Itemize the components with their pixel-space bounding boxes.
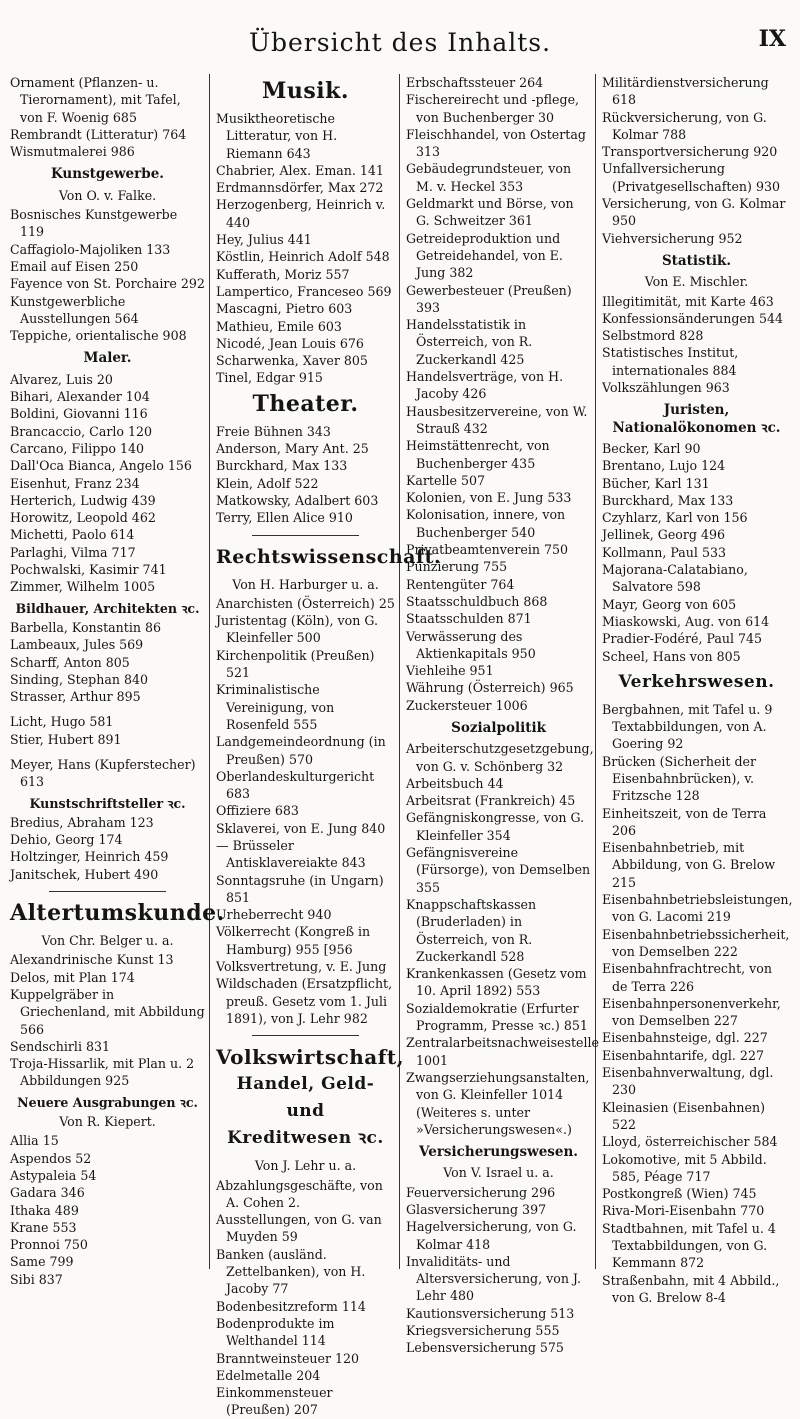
index-entry: Köstlin, Heinrich Adolf 548 xyxy=(216,249,390,265)
index-entry: Arbeiterschutzgesetzgebung, von G. v. Schönberg 32 xyxy=(406,741,594,774)
index-entry: Alvarez, Luis 20 xyxy=(10,371,113,387)
section-title: Kunstschriftsteller ꝛc. xyxy=(29,795,186,811)
section-author: Von R. Kiepert. xyxy=(59,1114,156,1130)
index-entry: Caffagiolo-Majoliken 133 xyxy=(10,241,171,257)
index-entry: Heimstättenrecht, von Buchenberger 435 xyxy=(406,438,550,471)
index-entry: Bodenbesitzreform 114 xyxy=(216,1298,366,1314)
index-entry: Landgemeindeordnung (in Preußen) 570 xyxy=(216,734,386,767)
entry-list xyxy=(602,74,791,247)
entry-list xyxy=(216,1177,395,1419)
column-3 xyxy=(400,74,599,1356)
index-entry: Verwässerung des Aktienkapitals 950 xyxy=(406,628,536,661)
index-entry: Anarchisten (Österreich) 25 xyxy=(216,595,395,611)
index-entry: Licht, Hugo 581 xyxy=(10,714,114,730)
index-entry: Militärdienstversicherung 618 xyxy=(602,75,769,108)
index-entry: Riva-Mori-Eisenbahn 770 xyxy=(602,1203,765,1219)
index-entry: Kuppelgräber in Griechenland, mit Abbildung 566 xyxy=(10,986,205,1037)
entry-list xyxy=(10,1132,205,1288)
index-entry: Dehio, Georg 174 xyxy=(10,832,123,848)
index-entry: Burckhard, Max 133 xyxy=(602,492,734,508)
index-entry: Postkongreß (Wien) 745 xyxy=(602,1186,757,1202)
index-entry: Bredius, Abraham 123 xyxy=(10,814,154,830)
index-entry: Fleischhandel, von Ostertag 313 xyxy=(406,126,586,160)
index-entry: Pronnoi 750 xyxy=(10,1237,88,1253)
index-entry: Eisenhut, Franz 234 xyxy=(10,475,140,491)
index-entry: Urheberrecht 940 xyxy=(216,907,332,923)
index-entry: Selbstmord 828 xyxy=(602,328,704,344)
index-entry: Getreideproduktion und Getreidehandel, von E. Jung 382 xyxy=(406,230,563,281)
index-entry: Horowitz, Leopold 462 xyxy=(10,510,156,526)
index-entry: Kolonisation, innere, von Buchenberger 540 xyxy=(406,507,566,540)
index-entry: Konfessionsänderungen 544 xyxy=(602,310,784,326)
index-entry: Rückversicherung, von G. Kolmar 788 xyxy=(602,109,767,142)
index-entry: Gadara 346 xyxy=(10,1185,85,1201)
index-entry: Aspendos 52 xyxy=(10,1150,92,1166)
index-entry: Brücken (Sicherheit der Eisenbahnbrücken), v. Fritzsche 128 xyxy=(602,753,757,804)
index-entry: Stier, Hubert 891 xyxy=(10,731,122,747)
index-entry: Michetti, Paolo 614 xyxy=(10,527,135,543)
index-entry: Bücher, Karl 131 xyxy=(602,475,710,491)
page-title: Übersicht des Inhalts. xyxy=(248,28,552,57)
section-title: Bildhauer, Architekten ꝛc. xyxy=(15,600,200,616)
index-entry: Währung (Österreich) 965 xyxy=(406,680,574,696)
index-entry: Abzahlungsgeschäfte, von A. Cohen 2. xyxy=(216,1177,383,1210)
column-1 xyxy=(10,74,225,1287)
index-entry: Arbeitsbuch 44 xyxy=(406,775,504,791)
index-entry: Eisenbahnverwaltung, dgl. 230 xyxy=(602,1065,774,1098)
index-entry: Mascagni, Pietro 603 xyxy=(216,301,353,317)
index-entry: Geldmarkt und Börse, von G. Schweitzer 361 xyxy=(406,196,574,229)
index-entry: Astypaleia 54 xyxy=(10,1167,97,1183)
index-entry: Erdmannsdörfer, Max 272 xyxy=(216,180,384,196)
index-entry: Staatsschulden 871 xyxy=(406,611,532,627)
index-entry: Becker, Karl 90 xyxy=(602,440,701,456)
index-entry: Einkommensteuer (Preußen) 207 xyxy=(216,1385,333,1418)
index-entry: Strasser, Arthur 895 xyxy=(10,689,141,705)
index-entry: Kunstgewerbliche Ausstellungen 564 xyxy=(10,293,139,326)
index-entry: Stadtbahnen, mit Tafel u. 4 Textabbildungen, von G. Kemmann 872 xyxy=(602,1220,776,1271)
section-subtitle: Kreditwesen ꝛc. xyxy=(227,1128,384,1149)
index-entry: Kufferath, Moriz 557 xyxy=(216,266,350,282)
divider xyxy=(252,1035,359,1036)
index-entry: Kartelle 507 xyxy=(406,472,485,488)
entry-list xyxy=(10,619,205,705)
index-entry: Delos, mit Plan 174 xyxy=(10,969,135,985)
index-entry: Email auf Eisen 250 xyxy=(10,258,139,274)
section-title: Rechtswissenschaft. xyxy=(216,545,442,568)
index-entry: Eisenbahnbetriebssicherheit, von Demselben 222 xyxy=(602,926,790,959)
section-subtitle: Handel, Geld- und xyxy=(236,1074,375,1122)
entry-list xyxy=(406,1184,591,1357)
index-entry: Lloyd, österreichischer 584 xyxy=(602,1134,778,1150)
index-entry: Krankenkassen (Gesetz vom 10. April 1892) 553 xyxy=(406,966,587,999)
index-entry: Eisenbahnbetrieb, mit Abbildung, von G. Brelow 215 xyxy=(602,840,776,890)
index-entry: Pochwalski, Kasimir 741 xyxy=(10,562,167,578)
index-entry: Bihari, Alexander 104 xyxy=(10,389,150,405)
entry-list xyxy=(216,595,395,1027)
index-entry: Wismutmalerei 986 xyxy=(10,144,135,160)
index-entry: Eisenbahnfrachtrecht, von de Terra 226 xyxy=(602,961,772,994)
section-title: Volkswirtschaft, xyxy=(216,1045,405,1070)
index-entry: Allia 15 xyxy=(10,1133,59,1149)
index-entry: Barbella, Konstantin 86 xyxy=(10,619,162,635)
index-entry: Erbschaftssteuer 264 xyxy=(406,75,544,90)
index-entry: Bodenprodukte im Welthandel 114 xyxy=(216,1315,335,1349)
index-entry: Freie Bühnen 343 xyxy=(216,423,331,439)
index-entry: Hagelversicherung, von G. Kolmar 418 xyxy=(406,1219,577,1252)
index-entry: Tinel, Edgar 915 xyxy=(216,370,323,386)
index-entry: Knappschaftskassen (Bruderladen) in Österreich, von R. Zuckerkandl 528 xyxy=(406,896,537,964)
index-entry: Offiziere 683 xyxy=(216,803,299,819)
index-entry: Holtzinger, Heinrich 459 xyxy=(10,849,169,865)
index-entry: Hey, Julius 441 xyxy=(216,232,312,248)
index-entry: Kollmann, Paul 533 xyxy=(602,544,726,560)
entry-list xyxy=(10,206,205,344)
section-title: Theater. xyxy=(252,390,359,417)
section-title: Musik. xyxy=(262,78,349,104)
section-author: Von J. Lehr u. a. xyxy=(254,1158,357,1174)
section-author: Von Chr. Belger u. a. xyxy=(41,933,174,949)
entry-list xyxy=(216,110,395,387)
index-entry: Kriminalistische Vereinigung, von Rosenfeld 555 xyxy=(216,682,335,732)
divider xyxy=(49,891,166,892)
index-entry: Miaskowski, Aug. von 614 xyxy=(602,613,770,629)
section-title: Statistik. xyxy=(661,252,732,269)
index-entry: Invaliditäts- und Altersversicherung, von J. Lehr 480 xyxy=(406,1253,582,1304)
index-entry: Ithaka 489 xyxy=(10,1202,79,1218)
index-entry: Gefängnisvereine (Fürsorge), von Demselben 355 xyxy=(406,845,591,895)
section-title: Versicherungswesen. xyxy=(419,1144,578,1161)
index-entry: Viehversicherung 952 xyxy=(602,230,743,246)
index-entry: Rembrandt (Litteratur) 764 xyxy=(10,126,187,142)
index-entry: Lokomotive, mit 5 Abbild. 585, Péage 717 xyxy=(602,1151,767,1184)
entry-list xyxy=(216,423,395,527)
index-entry: Ausstellungen, von G. van Muyden 59 xyxy=(216,1212,382,1245)
index-entry: Jellinek, Georg 496 xyxy=(602,527,726,543)
section-title: Sozialpolitik xyxy=(451,719,546,736)
index-entry: Matkowsky, Adalbert 603 xyxy=(216,492,379,508)
section-author: Von E. Mischler. xyxy=(644,274,749,290)
entry-list xyxy=(10,814,205,883)
index-entry: Scheel, Hans von 805 xyxy=(602,648,741,664)
index-entry: Mathieu, Emile 603 xyxy=(216,318,342,334)
index-entry: Bosnisches Kunstgewerbe 119 xyxy=(10,207,178,240)
index-entry: Zwangserziehungsanstalten, von G. Kleinfeller 1014 (Weiteres s. unter »Versicherungswesen«.) xyxy=(406,1069,590,1137)
index-entry: Feuerversicherung 296 xyxy=(406,1184,556,1200)
index-entry: Arbeitsrat (Frankreich) 45 xyxy=(406,793,576,809)
index-entry: Herzogenberg, Heinrich v. 440 xyxy=(216,197,386,230)
index-entry: Gefängniskongresse, von G. Kleinfeller 354 xyxy=(406,810,585,843)
index-entry: Branntweinsteuer 120 xyxy=(216,1350,360,1366)
index-entry: Völkerrecht (Kongreß in Hamburg) 955 [956 xyxy=(216,924,371,957)
index-entry: Musiktheoretische Litteratur, von H. Riemann 643 xyxy=(216,111,338,161)
index-entry: Kirchenpolitik (Preußen) 521 xyxy=(216,647,375,681)
index-entry: Volksvertretung, v. E. Jung xyxy=(216,959,387,975)
section-author: Von H. Harburger u. a. xyxy=(232,576,379,592)
index-entry: Fayence von St. Porchaire 292 xyxy=(10,276,205,292)
index-entry: Sendschirli 831 xyxy=(10,1038,111,1054)
index-entry: Kautionsversicherung 513 xyxy=(406,1305,575,1321)
entry-list xyxy=(602,440,791,665)
entry-list xyxy=(602,293,791,397)
index-entry: Hausbesitzervereine, von W. Strauß 432 xyxy=(406,403,588,436)
index-entry: Sonntagsruhe (in Ungarn) 851 xyxy=(216,872,384,905)
index-entry: Gebäudegrundsteuer, von M. v. Heckel 353 xyxy=(406,161,572,194)
entry-list xyxy=(602,701,791,1306)
index-entry: Same 799 xyxy=(10,1254,74,1270)
index-entry: Burckhard, Max 133 xyxy=(216,458,348,474)
index-entry: Carcano, Filippo 140 xyxy=(10,440,144,456)
index-entry: Handelsstatistik in Österreich, von R. Zuckerkandl 425 xyxy=(406,317,533,367)
entry-list xyxy=(10,371,205,596)
index-entry: Scharff, Anton 805 xyxy=(10,654,130,670)
index-entry: Brentano, Lujo 124 xyxy=(602,458,726,474)
index-entry: Eisenbahnbetriebsleistungen, von G. Lacomi 219 xyxy=(602,892,793,925)
column-2 xyxy=(210,74,442,1418)
index-entry: Terry, Ellen Alice 910 xyxy=(216,510,353,526)
index-entry: Sozialdemokratie (Erfurter Programm, Presse ꝛc.) 851 xyxy=(406,1000,588,1034)
index-entry: Ornament (Pflanzen- u. Tierornament), mit Tafel, von F. Woenig 685 xyxy=(10,75,181,125)
index-entry: Oberlandeskulturgericht 683 xyxy=(216,768,375,802)
index-entry: Teppiche, orientalische 908 xyxy=(10,328,187,344)
index-entry: Zentralarbeitsnachweisestelle 1001 xyxy=(406,1035,599,1068)
page-number: IX xyxy=(758,26,786,52)
index-entry: Banken (ausländ. Zettelbanken), von H. Jacoby 77 xyxy=(216,1246,366,1297)
index-entry: Sinding, Stephan 840 xyxy=(10,671,149,687)
entry-list xyxy=(10,74,205,160)
index-entry: Statistisches Institut, internationales 884 xyxy=(602,345,739,378)
index-entry: Kleinasien (Eisenbahnen) 522 xyxy=(602,1099,766,1132)
entry-list xyxy=(10,951,205,1089)
index-entry: Handelsverträge, von H. Jacoby 426 xyxy=(406,369,564,402)
index-entry: Meyer, Hans (Kupferstecher) 613 xyxy=(10,756,196,790)
index-entry: Krane 553 xyxy=(10,1219,77,1235)
index-entry: Troja-Hissarlik, mit Plan u. 2 Abbildungen 925 xyxy=(10,1056,195,1089)
index-entry: Glasversicherung 397 xyxy=(406,1202,547,1217)
index-entry: Transportversicherung 920 xyxy=(602,144,778,160)
section-title: Verkehrswesen. xyxy=(618,671,775,692)
index-entry: Klein, Adolf 522 xyxy=(216,475,319,491)
index-entry: Eisenbahnpersonenverkehr, von Demselben 227 xyxy=(602,995,781,1029)
index-entry: Juristentag (Köln), von G. Kleinfeller 500 xyxy=(216,613,378,646)
index-entry: Gewerbesteuer (Preußen) 393 xyxy=(406,282,572,315)
index-entry: Staatsschuldbuch 868 xyxy=(406,593,548,609)
index-entry: Majorana-Calatabiano, Salvatore 598 xyxy=(602,562,748,595)
section-author: Von V. Israel u. a. xyxy=(443,1165,554,1181)
index-columns xyxy=(10,74,795,1418)
index-entry: Janitschek, Hubert 490 xyxy=(10,866,159,882)
index-entry: Eisenbahnsteige, dgl. 227 xyxy=(602,1030,768,1046)
index-entry: Zimmer, Wilhelm 1005 xyxy=(10,579,156,595)
entry-list xyxy=(406,74,591,714)
section-author: Von O. v. Falke. xyxy=(58,187,157,203)
section-title: Altertumskunde. xyxy=(10,900,225,927)
index-entry: Herterich, Ludwig 439 xyxy=(10,492,156,508)
index-entry: Sibi 837 xyxy=(10,1271,63,1287)
index-entry: Chabrier, Alex. Eman. 141 xyxy=(216,162,384,178)
index-entry: Kriegsversicherung 555 xyxy=(406,1323,560,1339)
section-title: Maler. xyxy=(83,350,132,367)
index-entry: Rentengüter 764 xyxy=(406,576,515,592)
index-entry: — Brüsseler Antisklavereiakte 843 xyxy=(216,837,366,871)
index-entry: Fischereirecht und -pflege, von Buchenberger 30 xyxy=(406,92,580,125)
index-entry: Czyhlarz, Karl von 156 xyxy=(602,510,748,526)
column-4 xyxy=(596,74,795,1305)
section-title: Neuere Ausgrabungen ꝛc. xyxy=(17,1094,198,1110)
index-entry: Dall'Oca Bianca, Angelo 156 xyxy=(10,458,192,474)
index-entry: Viehleihe 951 xyxy=(406,663,494,679)
index-entry: Nicodé, Jean Louis 676 xyxy=(216,335,364,351)
index-entry: Alexandrinische Kunst 13 xyxy=(10,952,174,968)
index-entry: Pradier-Fodéré, Paul 745 xyxy=(602,631,763,647)
index-entry: Brancaccio, Carlo 120 xyxy=(10,423,152,439)
index-entry: Parlaghi, Vilma 717 xyxy=(10,544,136,560)
index-entry: Lampertico, Franceseo 569 xyxy=(216,283,392,299)
index-entry: Sklaverei, von E. Jung 840 xyxy=(216,820,386,836)
entry-list xyxy=(10,756,205,791)
index-entry: Eisenbahntarife, dgl. 227 xyxy=(602,1047,764,1063)
index-entry: Privatbeamtenverein 750 xyxy=(406,542,569,558)
index-entry: Punzierung 755 xyxy=(406,559,508,575)
index-entry: Zuckersteuer 1006 xyxy=(406,697,528,713)
index-entry: Bergbahnen, mit Tafel u. 9 Textabbildungen, von A. Goering 92 xyxy=(602,701,773,752)
section-title: Juristen, Nationalökonomen ꝛc. xyxy=(612,402,781,436)
section-title: Kunstgewerbe. xyxy=(51,166,164,183)
index-entry: Lambeaux, Jules 569 xyxy=(10,637,144,653)
index-entry: Edelmetalle 204 xyxy=(216,1367,321,1383)
index-entry: Illegitimität, mit Karte 463 xyxy=(602,293,774,309)
index-entry: Boldini, Giovanni 116 xyxy=(10,406,148,422)
index-entry: Einheitszeit, von de Terra 206 xyxy=(602,805,767,838)
index-entry: Anderson, Mary Ant. 25 xyxy=(216,441,369,457)
index-entry: Wildschaden (Ersatzpflicht, preuß. Gesetz vom 1. Juli 1891), von J. Lehr 982 xyxy=(216,976,393,1026)
entry-list xyxy=(406,740,599,1138)
entry-list xyxy=(10,713,205,748)
index-entry: Mayr, Georg von 605 xyxy=(602,596,737,612)
index-entry: Versicherung, von G. Kolmar 950 xyxy=(602,196,786,229)
index-entry: Lebensversicherung 575 xyxy=(406,1340,564,1356)
index-entry: Volkszählungen 963 xyxy=(602,380,730,396)
index-entry: Straßenbahn, mit 4 Abbild., von G. Brelow 8-4 xyxy=(602,1272,780,1305)
divider xyxy=(252,535,359,536)
index-entry: Kolonien, von E. Jung 533 xyxy=(406,490,572,506)
index-entry: Unfallversicherung (Privatgesellschaften) 930 xyxy=(602,161,780,194)
index-entry: Scharwenka, Xaver 805 xyxy=(216,353,368,369)
